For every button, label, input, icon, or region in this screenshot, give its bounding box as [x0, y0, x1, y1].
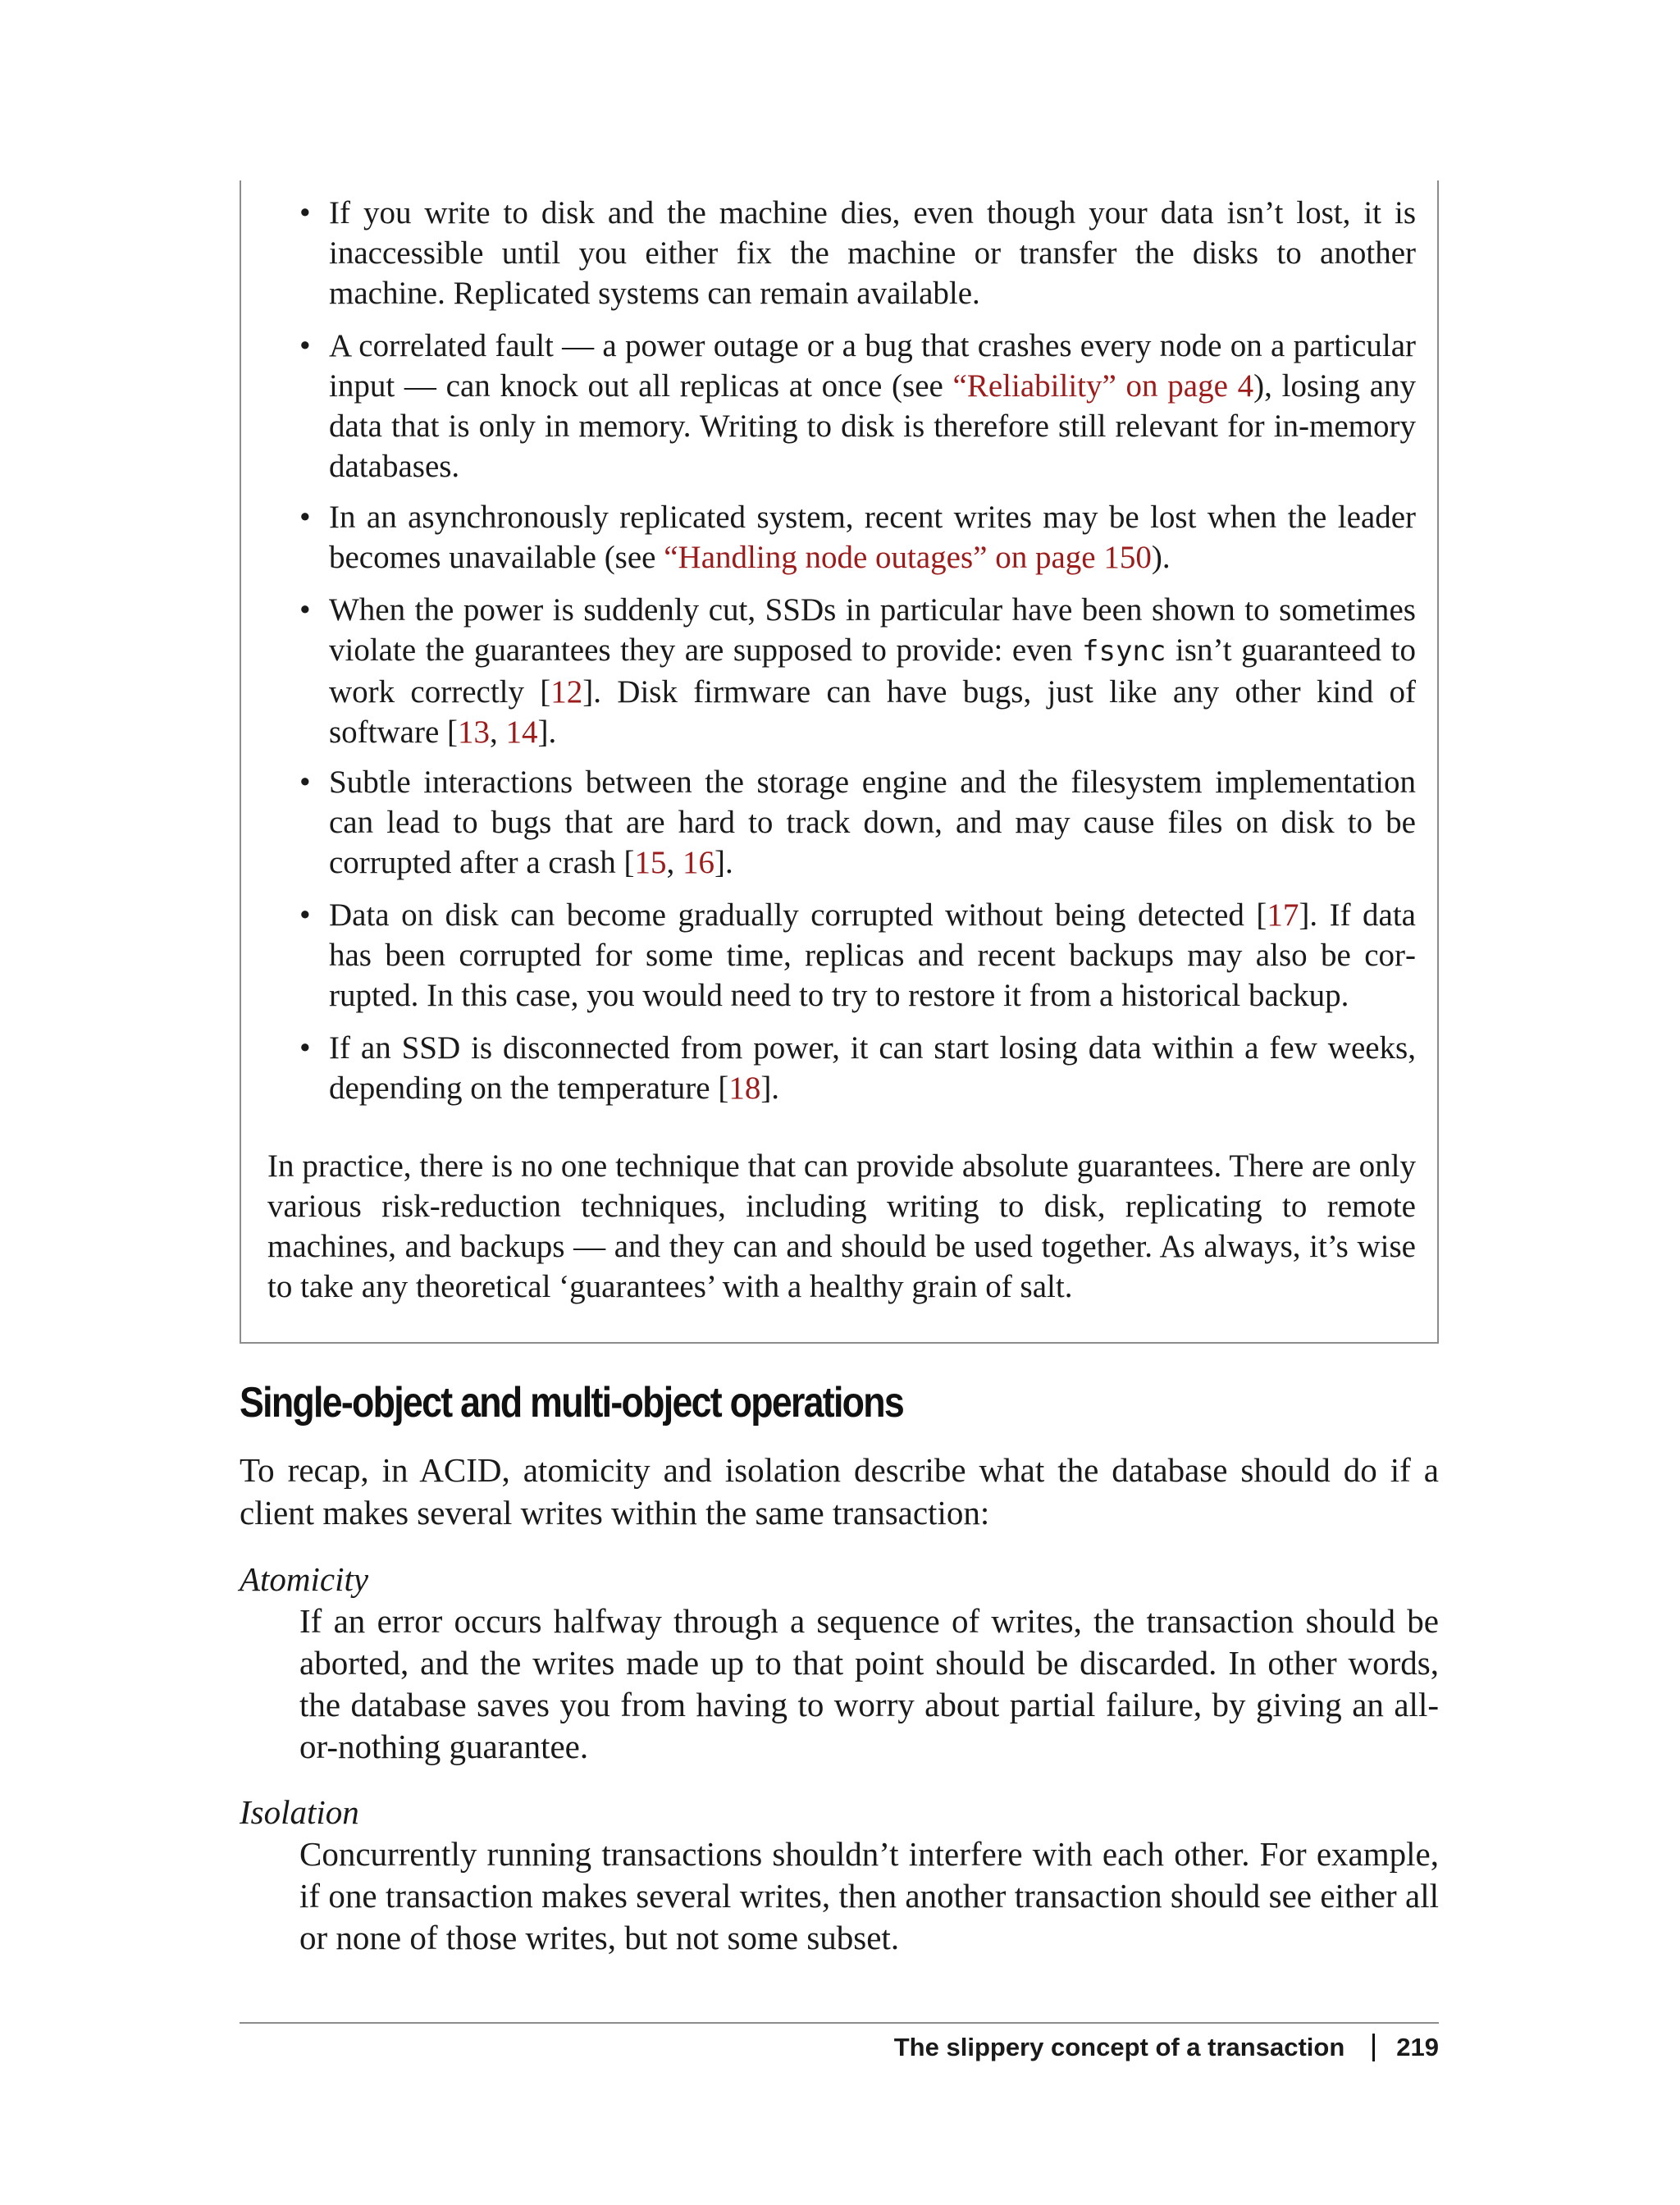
- bullet-text: ,: [666, 845, 682, 880]
- citation-link[interactable]: 17: [1267, 897, 1299, 933]
- intro-paragraph: To recap, in ACID, atomicity and isolation describe what the database should do if a client makes several writes within the same transaction:: [240, 1451, 1439, 1532]
- running-head: The slippery concept of a transaction: [893, 2033, 1345, 2061]
- page-number: 219: [1396, 2033, 1439, 2061]
- bullet-item: [299, 326, 1416, 486]
- bullet-text: ]. Disk firmware can have bugs, just like any other kind of software [: [329, 674, 1416, 750]
- footer-rule: [240, 2022, 1439, 2024]
- bullet-text: ].: [714, 845, 733, 880]
- bullet-text: ]. If data has been corrupted for some time, replicas and recent backups may also be corrupted. In this case, you would need to try to restore it from a historical backup.: [329, 897, 1416, 1013]
- bullet-text: If an SSD is disconnected from power, it can start losing data within a few weeks, depending on the temperature [: [329, 1030, 1416, 1106]
- bullet-text: ].: [537, 714, 557, 750]
- bullet-text: Data on disk can become gradually corrupted without being detected [: [329, 897, 1267, 933]
- inline-code: fsync: [1082, 635, 1166, 668]
- citation-link[interactable]: 14: [505, 714, 538, 750]
- bullet-text: If you write to disk and the machine dies, even though your data isn’t lost, it is inaccessible until you either fix the machine or transfer the disks to another machine. Replicated systems can remain available.: [329, 195, 1416, 311]
- bullet-dot-icon: •: [299, 1030, 311, 1066]
- bullet-text: ].: [760, 1071, 780, 1106]
- term-isolation: Isolation: [240, 1793, 359, 1831]
- bullet-dot-icon: •: [299, 195, 311, 231]
- definition-isolation: Concurrently running transactions shouldn’t interfere with each other. For example, if one transaction makes several writes, then another transaction should see either all or none of those writes, but not some subset.: [299, 1835, 1439, 1956]
- citation-link[interactable]: 18: [728, 1071, 761, 1106]
- sidebar-box: [240, 180, 1439, 1344]
- bullet-text: In an asynchronously replicated system, recent writes may be lost when the leader becomes unavailable (see: [329, 500, 1416, 575]
- bullet-text: Subtle interactions between the storage engine and the filesystem implementation can lead to bugs that are hard to track down, and may cause files on disk to be corrupted after a crash [: [329, 765, 1416, 880]
- bullet-dot-icon: •: [299, 500, 311, 535]
- page-footer: [894, 2033, 1439, 2062]
- citation-link[interactable]: 16: [682, 845, 714, 880]
- bullet-item: [299, 762, 1416, 883]
- citation-link[interactable]: 15: [634, 845, 667, 880]
- bullet-item: [299, 193, 1416, 313]
- bullet-dot-icon: •: [299, 592, 311, 628]
- bullet-text: ,: [490, 714, 506, 750]
- bullet-dot-icon: •: [299, 897, 311, 933]
- definition-atomicity: If an error occurs halfway through a sequence of writes, the transaction should be aborted, and the writes made up to that point should be discarded. In other words, the database saves you from having to worry about partial failure, by giving an all-or-nothing guarantee.: [299, 1602, 1439, 1765]
- bullet-dot-icon: •: [299, 765, 311, 800]
- bullet-item: [299, 590, 1416, 752]
- bullet-text: isn’t guaranteed to work correctly [: [329, 632, 1416, 710]
- bullet-item: [299, 1028, 1416, 1108]
- sidebar-closing-paragraph: In practice, there is no one technique that can provide absolute guarantees. There are only various risk-reduction techniques, including writing to disk, replicating to remote machines, and backups — and they can and should be used together. As always, it’s wise to take any theoretical ‘guarantees’ with a healthy grain of salt.: [267, 1148, 1416, 1304]
- cross-reference-link[interactable]: “Reliability” on page 4: [952, 368, 1254, 404]
- bullet-item: [299, 497, 1416, 578]
- citation-link[interactable]: 13: [458, 714, 491, 750]
- bullet-text: A correlated fault — a power outage or a bug that crashes every node on a particular input — can knock out all replicas at once (see: [329, 328, 1416, 404]
- bullet-text: ), losing any data that is only in memory. Writing to disk is therefore still relevant for in-memory databases.: [329, 368, 1416, 484]
- section-heading: Single-object and multi-object operations: [240, 1379, 904, 1427]
- citation-link[interactable]: 12: [550, 674, 583, 710]
- bullet-text: ).: [1151, 540, 1171, 575]
- cross-reference-link[interactable]: “Handling node outages” on page 150: [664, 540, 1152, 575]
- term-atomicity: Atomicity: [240, 1560, 369, 1598]
- footer-separator: [1372, 2034, 1375, 2061]
- bullet-dot-icon: •: [299, 328, 311, 363]
- bullet-item: [299, 895, 1416, 1016]
- bullet-text: When the power is suddenly cut, SSDs in particular have been shown to sometimes violate the guarantees they are supposed to provide: even: [329, 592, 1416, 668]
